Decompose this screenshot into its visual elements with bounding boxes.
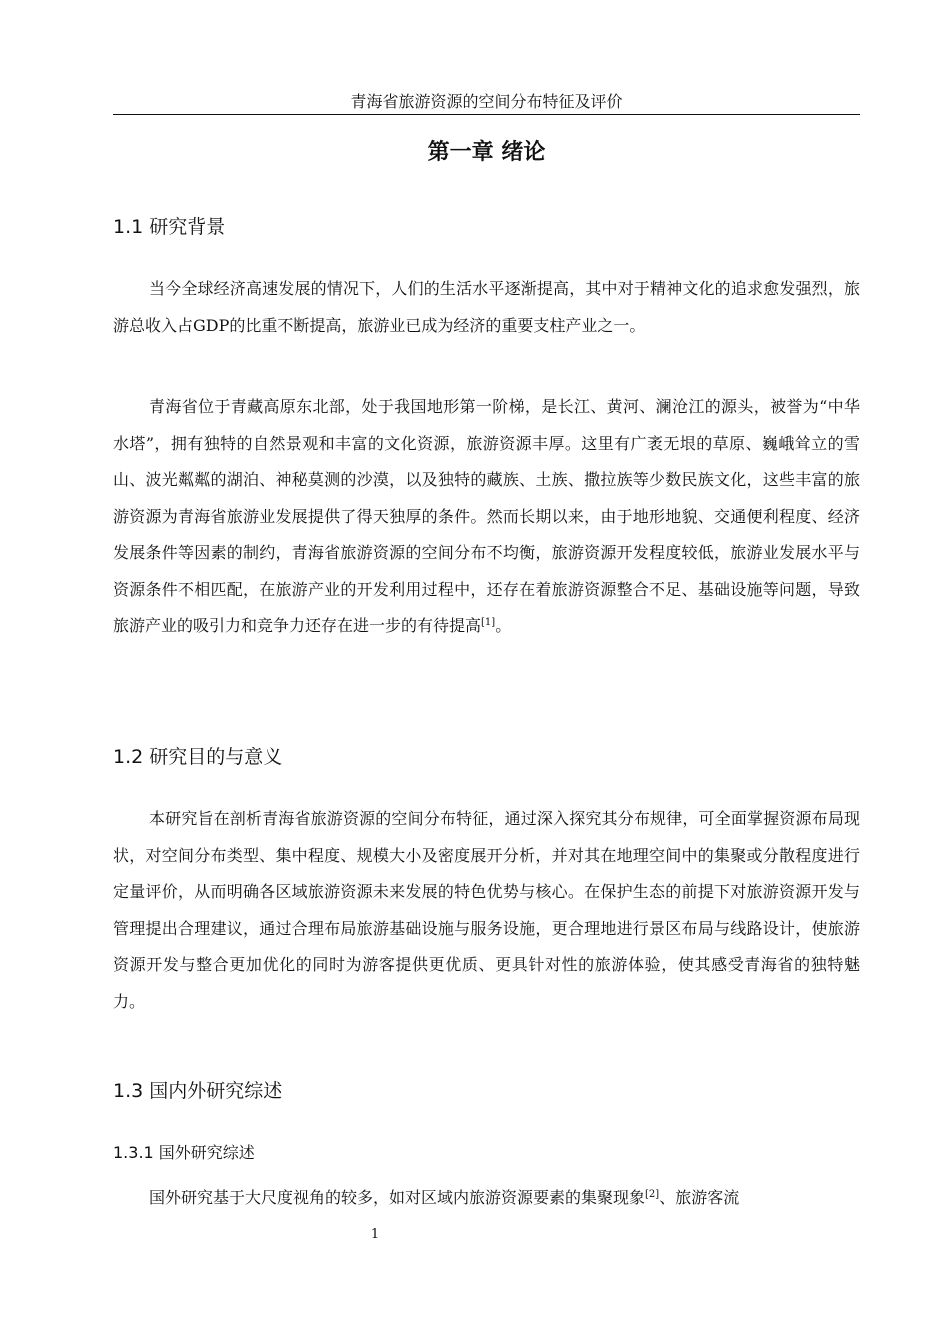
header-rule: [113, 114, 860, 115]
paragraph-text: 当今全球经济高速发展的情况下，人们的生活水平逐渐提高，其中对于精神文化的追求愈发强烈，旅游总收入占GDP的比重不断提高，旅游业已成为经济的重要支柱产业之一。: [113, 279, 860, 335]
paragraph-tail: 。: [495, 616, 512, 635]
paragraph-background-2: [113, 389, 860, 645]
section-heading-1-1: 1.1 研究背景: [113, 216, 226, 238]
section-heading-1-2: 1.2 研究目的与意义: [113, 746, 283, 768]
citation-ref: [1]: [481, 617, 496, 628]
paragraph-text: 青海省位于青藏高原东北部，处于我国地形第一阶梯，是长江、黄河、澜沧江的源头，被誉为“中华水塔”，拥有独特的自然景观和丰富的文化资源，旅游资源丰厚。这里有广袤无垠的草原、巍峨耸立的雪山、波光粼粼的湖泊、神秘莫测的沙漠，以及独特的藏族、土族、撒拉族等少数民族文化，这些丰富的旅游资源为青海省旅游业发展提供了得天独厚的条件。然而长期以来，由于地形地貌、交通便利程度、经济发展条件等因素的制约，青海省旅游资源的空间分布不均衡，旅游资源开发程度较低，旅游业发展水平与资源条件不相匹配，在旅游产业的开发利用过程中，还存在着旅游资源整合不足、基础设施等问题，导致旅游产业的吸引力和竞争力还存在进一步的有待提高: [113, 397, 860, 635]
section-heading-1-3: 1.3 国内外研究综述: [113, 1080, 283, 1102]
page-number: 1: [370, 1227, 380, 1242]
chapter-title: 第一章 绪论: [427, 140, 546, 165]
subsection-heading-1-3-1: 1.3.1 国外研究综述: [113, 1143, 255, 1162]
paragraph-purpose: [113, 801, 860, 1020]
paragraph-text: 本研究旨在剖析青海省旅游资源的空间分布特征，通过深入探究其分布规律，可全面掌握资源布局现状，对空间分布类型、集中程度、规模大小及密度展开分析，并对其在地理空间中的集聚或分散程度进行定量评价，从而明确各区域旅游资源未来发展的特色优势与核心。在保护生态的前提下对旅游资源开发与管理提出合理建议，通过合理布局旅游基础设施与服务设施，更合理地进行景区布局与线路设计，使旅游资源开发与整合更加优化的同时为游客提供更优质、更具针对性的旅游体验，使其感受青海省的独特魅力。: [113, 809, 860, 1011]
paragraph-foreign-review: [113, 1180, 860, 1217]
paragraph-background-1: [113, 271, 860, 344]
paragraph-text: 国外研究基于大尺度视角的较多，如对区域内旅游资源要素的集聚现象: [149, 1188, 646, 1207]
citation-ref: [2]: [645, 1189, 660, 1200]
paragraph-tail: 、旅游客流: [659, 1188, 740, 1207]
running-header: 青海省旅游资源的空间分布特征及评价: [350, 92, 623, 111]
